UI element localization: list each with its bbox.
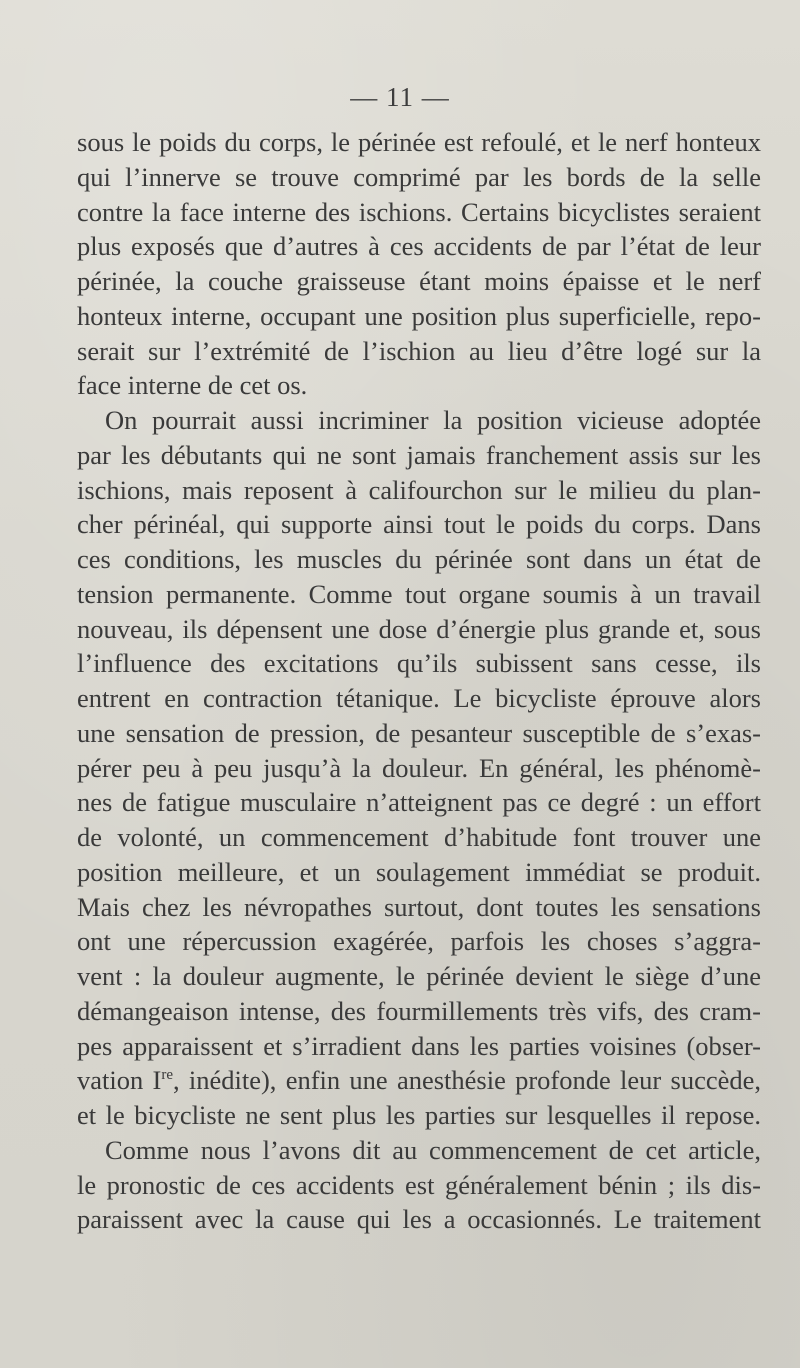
text-line: ces conditions, les muscles du périnée sont dans un état de — [77, 544, 761, 574]
superscript: re — [161, 1067, 173, 1084]
text-line: par les débutants qui ne sont jamais franchement assis sur les — [77, 439, 761, 470]
text-line: nouveau, ils dépensent une dose d’énergie plus grande et, sous — [77, 613, 761, 644]
text-line: honteux interne, occupant une position plus superficielle, repo- — [77, 300, 761, 331]
text-segment: vation I — [77, 1065, 162, 1096]
text-line: On pourrait aussi incriminer la position vicieuse adoptée — [105, 405, 761, 435]
text-line: nes de fatigue musculaire n’atteignent pas ce degré : un effort — [77, 787, 761, 818]
text-line: position meilleure, et un soulagement immédiat se produit. — [77, 856, 761, 887]
text-line: ont une répercussion exagérée, parfois les choses s’aggra- — [77, 926, 761, 957]
text-line: cher périnéal, qui supporte ainsi tout le poids du corps. Dans — [77, 509, 761, 540]
body-text — [77, 125, 761, 1237]
text-line: démangeaison intense, des fourmillements très vifs, des cram- — [77, 995, 761, 1026]
text-line: pes apparaissent et s’irradient dans les parties voisines (obser- — [77, 1030, 761, 1061]
text-line: qui l’innerve se trouve comprimé par les bords de la selle — [77, 161, 761, 192]
text-line: le pronostic de ces accidents est généralement bénin ; ils dis- — [77, 1169, 761, 1200]
text-line: face interne de cet os. — [77, 370, 308, 401]
text-line: pérer peu à peu jusqu’à la douleur. En général, les phénomè- — [77, 752, 761, 783]
text-line: Comme nous l’avons dit au commencement de cet article, — [105, 1134, 761, 1165]
text-line: une sensation de pression, de pesanteur susceptible de s’exas- — [77, 717, 761, 748]
text-line-with-superscript — [77, 1063, 761, 1098]
text-line: ischions, mais reposent à califourchon sur le milieu du plan- — [77, 474, 761, 505]
text-line: sous le poids du corps, le périnée est refoulé, et le nerf honteux — [77, 127, 761, 157]
text-line: plus exposés que d’autres à ces accidents de par l’état de leur — [77, 231, 761, 262]
text-line: l’influence des excitations qu’ils subissent sans cesse, ils — [77, 648, 761, 679]
text-line: de volonté, un commencement d’habitude font trouver une — [77, 822, 761, 852]
text-line: et le bicycliste ne sent plus les parties sur lesquelles il repose. — [77, 1100, 761, 1130]
text-line: paraissent avec la cause qui les a occasionnés. Le traitement — [77, 1204, 761, 1235]
text-line: vent : la douleur augmente, le périnée devient le siège d’une — [77, 961, 761, 991]
text-line: contre la face interne des ischions. Certains bicyclistes seraient — [77, 196, 761, 227]
text-line: serait sur l’extrémité de l’ischion au lieu d’être logé sur la — [77, 335, 761, 366]
text-line: entrent en contraction tétanique. Le bicycliste éprouve alors — [77, 683, 761, 713]
page-number: — 11 — — [350, 82, 450, 112]
text-segment: , inédite), enfin une anesthésie profonde leur succède, — [172, 1065, 761, 1096]
text-line: tension permanente. Comme tout organe soumis à un travail — [77, 578, 761, 609]
text-line: Mais chez les névropathes surtout, dont toutes les sensations — [77, 891, 761, 922]
text-line: périnée, la couche graisseuse étant moins épaisse et le nerf — [77, 266, 761, 296]
